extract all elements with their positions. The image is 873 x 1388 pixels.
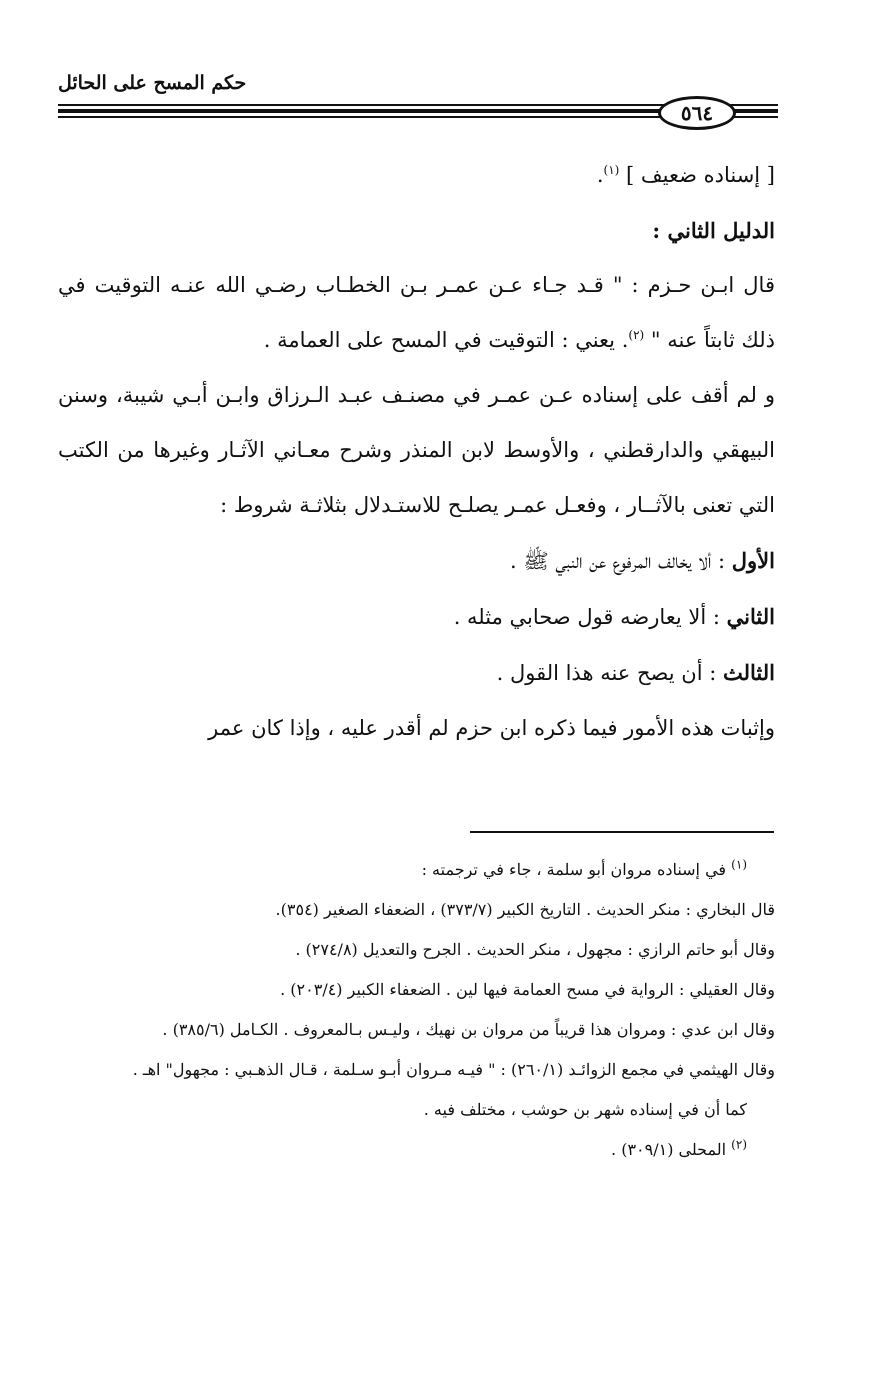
footnote-line: وقال ابن عدي : ومروان هذا قريباً من مروان بن نهيك ، وليـس بـالمعروف . الكـامل (٣٨٥/٦) .	[162, 1020, 775, 1039]
page-number-text: ٥٦٤	[680, 101, 714, 125]
text-line	[58, 148, 775, 203]
condition-label: الأول	[731, 548, 775, 573]
main-text	[58, 148, 775, 756]
section-heading: الدليل الثاني :	[652, 218, 775, 243]
punctuation: .	[596, 163, 604, 187]
footnotes	[58, 850, 775, 1170]
quote-text: قال ابـن حـزم : " قـد جـاء عـن عمـر بـن الخطـاب رضـي الله عنـه التوقيت في ذلك ثابتاً عنه "	[58, 273, 775, 352]
condition-label: الثالث	[723, 660, 775, 685]
condition-label: الثاني	[726, 604, 775, 629]
footnote-separator	[470, 831, 774, 833]
footnote-mark: (٢)	[731, 1137, 747, 1152]
footnote-line: كما أن في إسناده شهر بن حوشب ، مختلف فيه .	[423, 1100, 747, 1119]
footnote-text: المحلى (٣٠٩/١) .	[611, 1140, 727, 1159]
page-number	[658, 96, 736, 130]
footnote-1	[58, 850, 775, 890]
footnote-mark: (١)	[731, 857, 747, 872]
paragraph	[58, 258, 775, 368]
footnote-line: قال البخاري : منكر الحديث . التاريخ الكبير (٣٧٣/٧) ، الضعفاء الصغير (٣٥٤).	[275, 900, 775, 919]
footnote-2	[58, 1130, 775, 1170]
footnote-ref: (١)	[603, 163, 620, 177]
condition-text: : أن يصح عنه هذا القول .	[496, 661, 717, 685]
condition-text: : ألا يعارضه قول صحابي مثله .	[453, 605, 720, 629]
condition-text: : ألا يخالف المرفوع عن النبي ﷺ .	[509, 549, 726, 573]
running-title: حكم المسح على الحائل	[58, 72, 247, 94]
footnote-line: وقال أبو حاتم الرازي : مجهول ، منكر الحديث . الجرح والتعديل (٢٧٤/٨) .	[295, 940, 775, 959]
paragraph: وإثبات هذه الأمور فيما ذكره ابن حزم لم أقدر عليه ، وإذا كان عمر	[208, 716, 775, 740]
isnad-verdict: [ إسناده ضعيف ]	[626, 163, 775, 187]
condition-item	[58, 589, 775, 645]
condition-item	[58, 533, 775, 589]
footnote-text: في إسناده مروان أبو سلمة ، جاء في ترجمته :	[421, 860, 727, 879]
footnote-ref: (٢)	[628, 328, 645, 342]
paragraph: و لم أقف على إسناده عـن عمـر في مصنـف عبـد الـرزاق وابـن أبـي شيبة، وسنن البيهقي والدارقطني ، والأوسط لابن المنذر وشرح معـاني الآثـار وغيرها من الكتب التي تعنى بالآثــار ، وفعـل عمـر يصلـح للاستـدلال بثلاثـة شروط :	[58, 383, 775, 517]
paragraph-text: . يعني : التوقيت في المسح على العمامة .	[263, 328, 629, 352]
footnote-line: وقال العقيلي : الرواية في مسح العمامة فيها لين . الضعفاء الكبير (٢٠٣/٤) .	[280, 980, 775, 999]
condition-item	[58, 645, 775, 701]
footnote-line: وقال الهيثمي في مجمع الزوائـد (٢٦٠/١) : " فيـه مـروان أبـو سـلمة ، قـال الذهـبي : مجهول" اهـ .	[132, 1060, 775, 1079]
